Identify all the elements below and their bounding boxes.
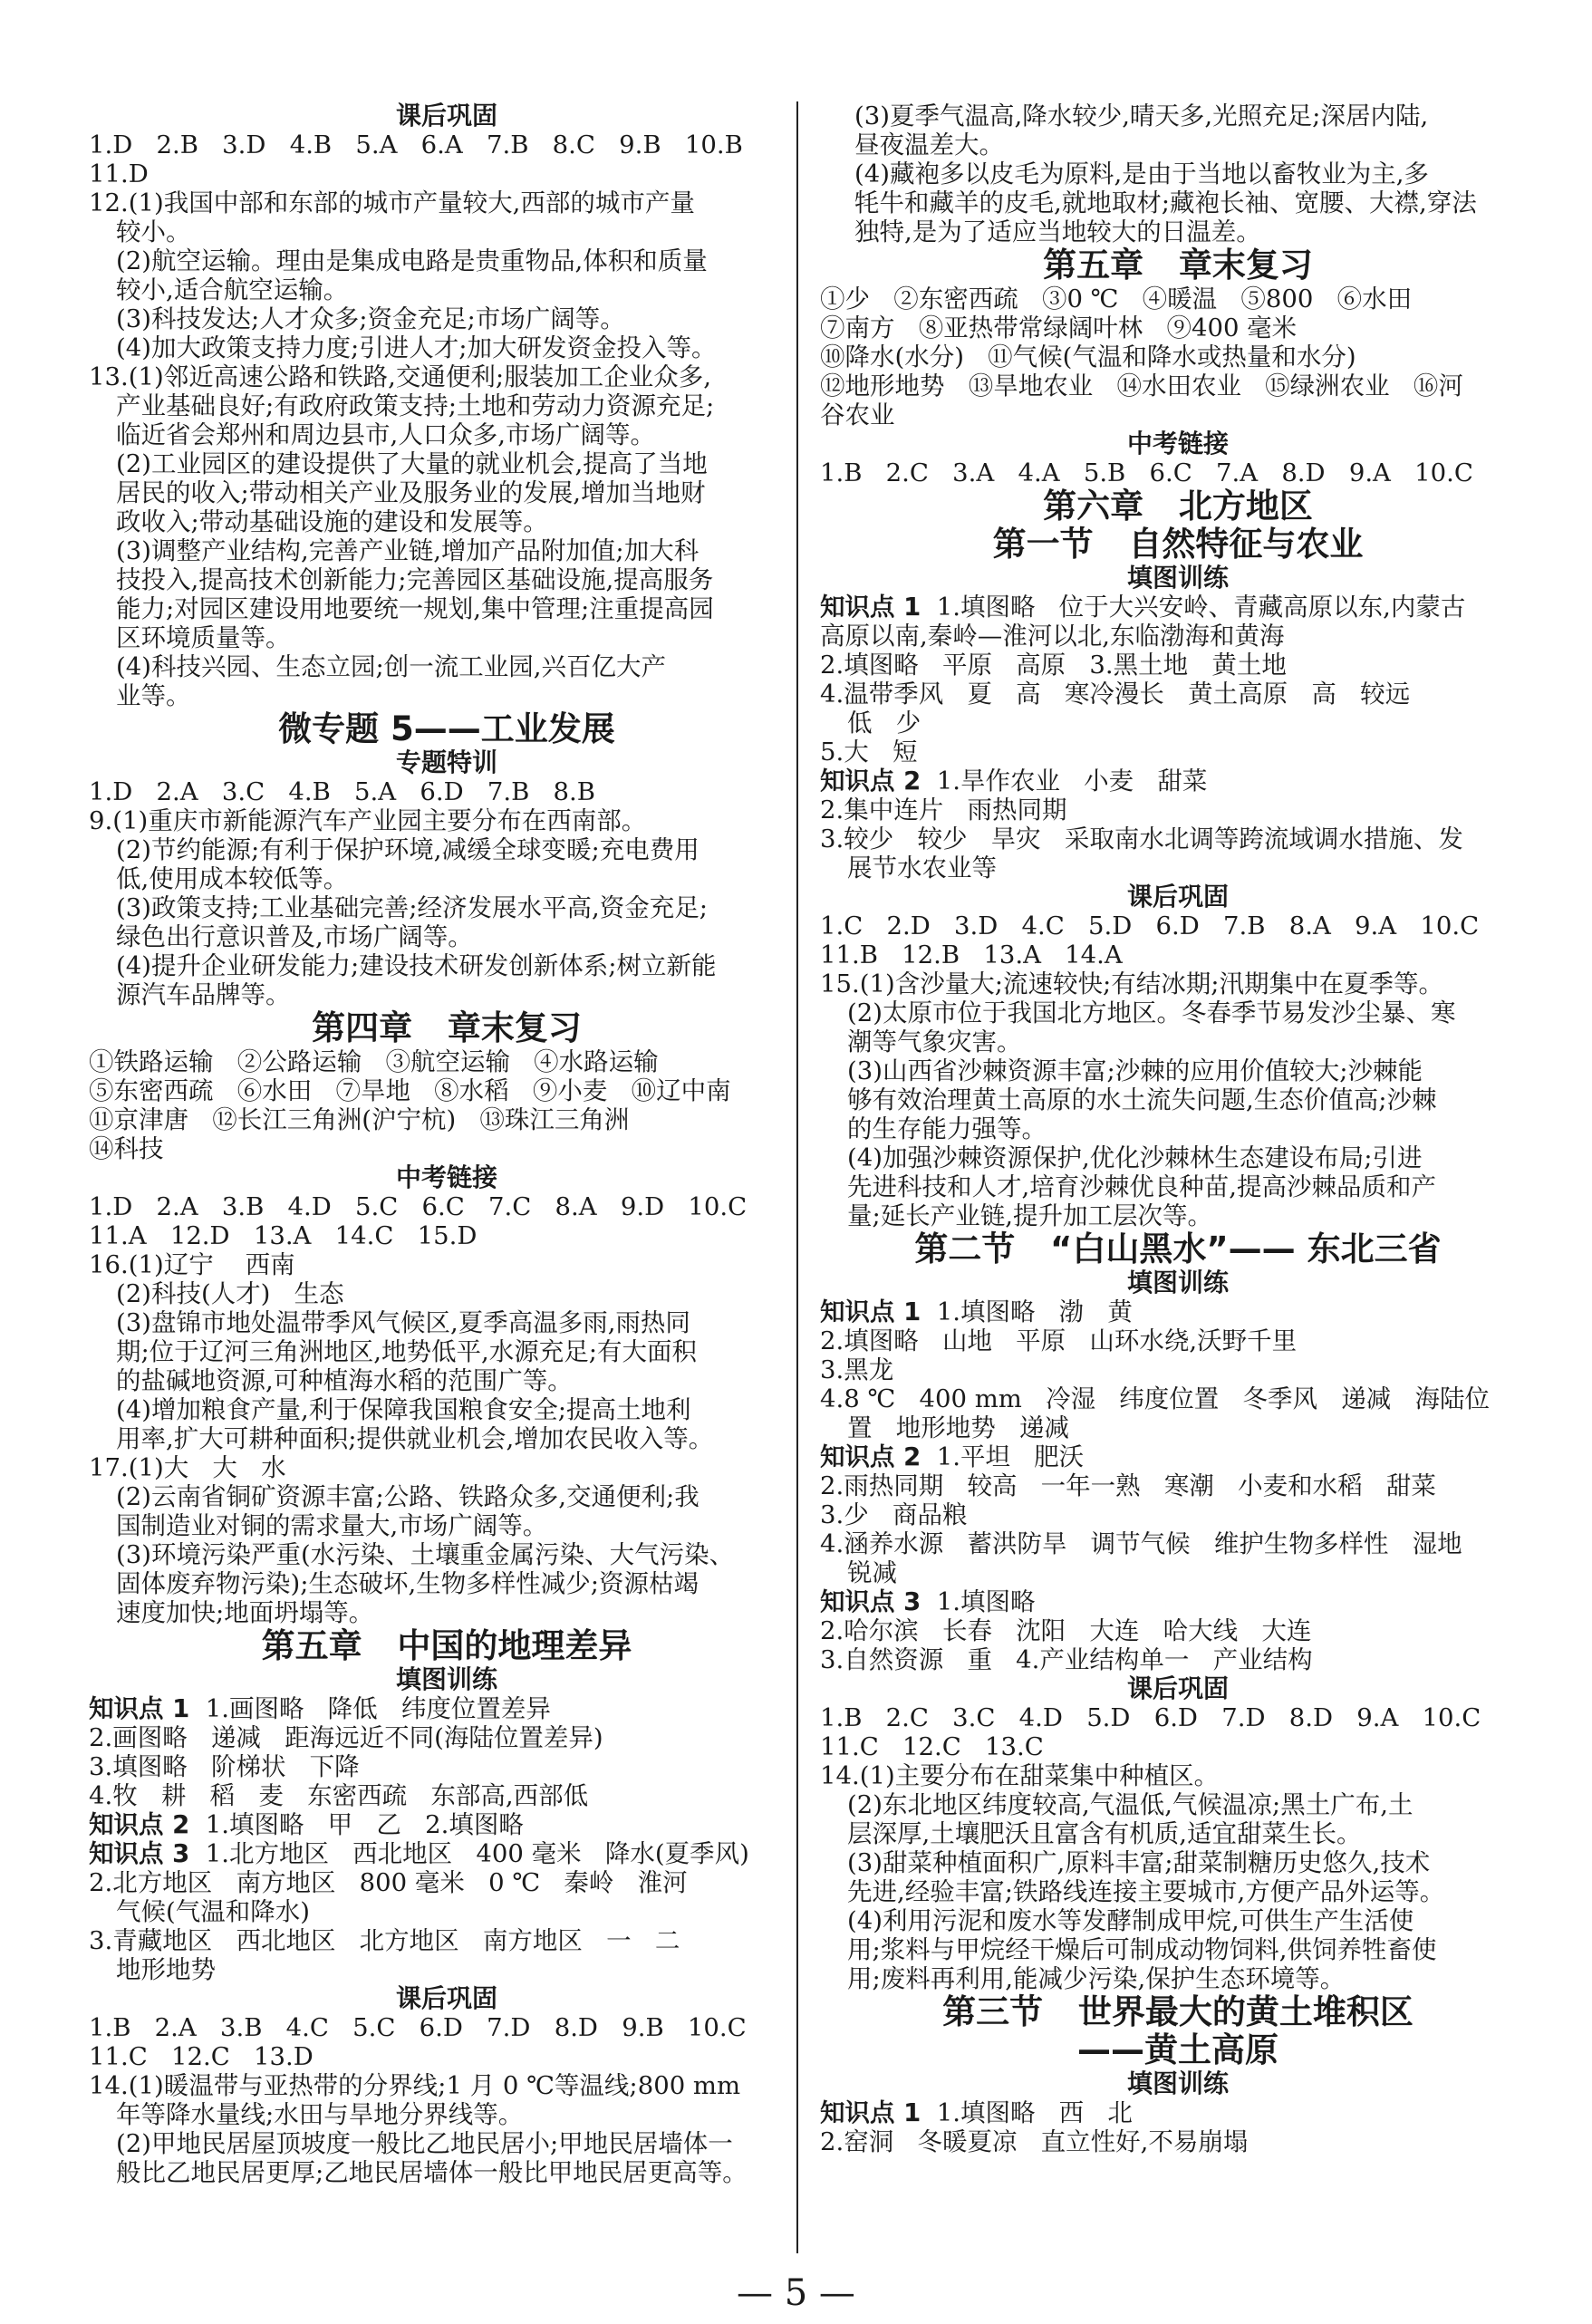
answer-line: 用;废料再利用,能减少污染,保护生态环境等。	[847, 1964, 1346, 1993]
answer-line: 牦牛和藏羊的皮毛,就地取材;藏袍长袖、宽腰、大襟,穿法	[854, 188, 1477, 217]
answer-line: 15.(1)含沙量大;流速较快;有结冰期;汛期集中在夏季等。	[820, 969, 1443, 998]
answer-line: ⑩降水(水分) ⑪气候(气温和降水或热量和水分)	[820, 342, 1356, 371]
answer-line: 11.A 12.D 13.A 14.C 15.D	[89, 1221, 478, 1250]
answer-line: 1.B 2.C 3.A 4.A 5.B 6.C 7.A 8.D 9.A 10.C	[820, 458, 1473, 487]
section-heading: ——黄土高原	[1077, 2030, 1278, 2069]
answer-line: 12.(1)我国中部和东部的城市产量较大,西部的城市产量	[89, 188, 695, 217]
answer-line: 居民的收入;带动相关产业及服务业的发展,增加当地财	[116, 478, 706, 507]
answer-text: 1.填图略 渤 黄	[921, 1297, 1133, 1326]
knowledge-point-line	[89, 1810, 805, 1839]
answer-line: 3.黑龙	[820, 1355, 894, 1384]
answer-line: 低 少	[847, 709, 921, 738]
answer-line: 2.哈尔滨 长春 沈阳 大连 哈大线 大连	[820, 1616, 1312, 1645]
answer-line: 1.D 2.A 3.B 4.D 5.C 6.C 7.C 8.A 9.D 10.C	[89, 1192, 748, 1221]
answer-text: 1.北方地区 西北地区 400 毫米 降水(夏季风)	[189, 1839, 749, 1868]
answer-line: 产业基础良好;有政府政策支持;土地和劳动力资源充足;	[116, 391, 715, 420]
answer-line: 2.填图略 平原 高原 3.黑土地 黄土地	[820, 651, 1287, 680]
knowledge-point-line	[820, 2098, 1536, 2127]
answer-text: 1.填图略 西 北	[921, 2098, 1133, 2127]
answer-line: (2)工业园区的建设提供了大量的就业机会,提高了当地	[116, 449, 708, 478]
answer-line: (4)科技兴园、生态立园;创一流工业园,兴百亿大产	[116, 652, 666, 681]
answer-line: 1.B 2.C 3.C 4.D 5.D 6.D 7.D 8.D 9.A 10.C	[820, 1703, 1481, 1732]
answer-line: 11.C 12.C 13.C	[820, 1732, 1044, 1761]
answer-line: (2)科技(人才) 生态	[116, 1279, 344, 1308]
knowledge-point-line	[820, 1587, 1536, 1616]
answer-line: 4.涵养水源 蓄洪防旱 调节气候 维护生物多样性 湿地	[820, 1529, 1462, 1558]
section-subheading: 中考链接	[1126, 429, 1229, 458]
knowledge-point-label: 知识点 2	[820, 1442, 921, 1471]
answer-line: 层深厚,土壤肥沃且富含有机质,适宜甜菜生长。	[847, 1819, 1362, 1848]
answer-line: ⑤东密西疏 ⑥水田 ⑦旱地 ⑧水稻 ⑨小麦 ⑩辽中南	[89, 1076, 731, 1105]
answer-line: 期;位于辽河三角洲地区,地势低平,水源充足;有大面积	[116, 1337, 698, 1366]
answer-line: 2.窑洞 冬暖夏凉 直立性好,不易崩塌	[820, 2127, 1249, 2156]
answer-line: 3.少 商品粮	[820, 1500, 968, 1529]
answer-line: 11.D	[89, 159, 149, 188]
answer-line: (2)东北地区纬度较高,气温低,气候温凉;黑土广布,土	[847, 1790, 1414, 1819]
answer-text: 1.画图略 降低 纬度位置差异	[189, 1694, 551, 1723]
knowledge-point-line	[820, 767, 1536, 796]
answer-line: 的生存能力强等。	[847, 1114, 1047, 1143]
answer-line: ⑪京津唐 ⑫长江三角洲(沪宁杭) ⑬珠江三角洲	[89, 1105, 630, 1134]
answer-line: 2.集中连片 雨热同期	[820, 796, 1067, 824]
section-subheading: 填图训练	[1126, 1268, 1229, 1297]
answer-line: ①铁路运输 ②公路运输 ③航空运输 ④水路运输	[89, 1047, 659, 1076]
knowledge-point-label: 知识点 3	[89, 1839, 190, 1868]
answer-line: 用率,扩大可耕种面积;提供就业机会,增加农民收入等。	[116, 1424, 714, 1453]
answer-line: 绿色出行意识普及,市场广阔等。	[116, 922, 473, 951]
answer-line: 的盐碱地资源,可种植海水稻的范围广等。	[116, 1366, 573, 1395]
section-subheading: 中考链接	[395, 1162, 497, 1192]
section-heading: 第三节 世界最大的黄土堆积区	[942, 1992, 1414, 2031]
answer-line: 源汽车品牌等。	[116, 980, 291, 1009]
answer-line: 2.画图略 递减 距海远近不同(海陆位置差异)	[89, 1723, 603, 1752]
answer-line: 3.较少 较少 旱灾 采取南水北调等跨流域调水措施、发	[820, 824, 1463, 853]
page-number: — 5 —	[737, 2272, 855, 2314]
answer-line: 16.(1)辽宁 西南	[89, 1250, 295, 1279]
answer-line: 先进科技和人才,培育沙棘优良种苗,提高沙棘品质和产	[847, 1172, 1436, 1201]
answer-line: (2)航空运输。理由是集成电路是贵重物品,体积和质量	[116, 246, 708, 275]
answer-line: 高原以南,秦岭—淮河以北,东临渤海和黄海	[820, 622, 1285, 651]
answer-line: 潮等气象灾害。	[847, 1027, 1022, 1056]
answer-line: 展节水农业等	[847, 853, 997, 882]
left-column	[89, 101, 805, 2187]
answer-line: 4.8 ℃ 400 mm 冷湿 纬度位置 冬季风 递减 海陆位	[820, 1384, 1490, 1413]
section-subheading: 填图训练	[1126, 2068, 1229, 2098]
answer-line: 较小,适合航空运输。	[116, 275, 349, 304]
answer-line: 较小。	[116, 217, 191, 246]
knowledge-point-label: 知识点 2	[89, 1810, 190, 1839]
section-subheading: 课后巩固	[395, 101, 497, 130]
answer-line: 够有效治理黄土高原的水土流失问题,生态价值高;沙棘	[847, 1085, 1437, 1114]
answer-line: 年等降水量线;水田与旱地分界线等。	[116, 2100, 524, 2129]
section-heading: 微专题 5——工业发展	[278, 709, 615, 748]
section-subheading: 课后巩固	[1126, 882, 1229, 911]
answer-line: ⑦南方 ⑧亚热带常绿阔叶林 ⑨400 毫米	[820, 313, 1298, 342]
section-heading: 第五章 章末复习	[1043, 246, 1313, 284]
answer-line: 置 地形地势 递减	[847, 1413, 1069, 1442]
section-subheading: 课后巩固	[395, 1983, 497, 2013]
section-heading: 第二节 “白山黑水”—— 东北三省	[914, 1230, 1442, 1268]
answer-line: (3)科技发达;人才众多;资金充足;市场广阔等。	[116, 304, 625, 333]
section-heading: 第五章 中国的地理差异	[261, 1626, 632, 1665]
section-subheading: 专题特训	[395, 747, 497, 777]
right-column	[820, 101, 1536, 2156]
answer-line: (2)甲地民居屋顶坡度一般比乙地民居小;甲地民居墙体一	[116, 2129, 733, 2158]
answer-line: 气候(气温和降水)	[116, 1897, 310, 1926]
answer-line: (4)加大政策支持力度;引进人才;加大研发资金投入等。	[116, 333, 717, 362]
answer-line: (3)山西省沙棘资源丰富;沙棘的应用价值较大;沙棘能	[847, 1056, 1423, 1085]
answer-text: 1.填图略 位于大兴安岭、青藏高原以东,内蒙古	[921, 593, 1466, 622]
knowledge-point-line	[820, 1442, 1536, 1471]
answer-line: (2)云南省铜矿资源丰富;公路、铁路众多,交通便利;我	[116, 1482, 700, 1511]
answer-line: ①少 ②东密西疏 ③0 ℃ ④暖温 ⑤800 ⑥水田	[820, 284, 1413, 313]
knowledge-point-line	[89, 1839, 805, 1868]
answer-line: (4)提升企业研发能力;建设技术研发创新体系;树立新能	[116, 951, 717, 980]
answer-line: ⑫地形地势 ⑬旱地农业 ⑭水田农业 ⑮绿洲农业 ⑯河	[820, 371, 1463, 400]
answer-line: 区环境质量等。	[116, 623, 291, 652]
answer-line: (2)节约能源;有利于保护环境,减缓全球变暖;充电费用	[116, 835, 700, 864]
answer-line: 般比乙地民居更厚;乙地民居墙体一般比甲地民居更高等。	[116, 2158, 748, 2187]
answer-line: 4.牧 耕 稻 麦 东密西疏 东部高,西部低	[89, 1781, 589, 1810]
answer-text: 1.平坦 肥沃	[921, 1442, 1085, 1471]
answer-line: 3.青藏地区 西北地区 北方地区 南方地区 一 二	[89, 1926, 680, 1955]
answer-line: 国制造业对铜的需求量大,市场广阔等。	[116, 1511, 548, 1540]
answer-line: (3)夏季气温高,降水较少,晴天多,光照充足;深居内陆,	[854, 101, 1429, 130]
answer-line: 低,使用成本较低等。	[116, 864, 349, 893]
answer-line: 昼夜温差大。	[854, 130, 1004, 159]
knowledge-point-line	[820, 1297, 1536, 1326]
answer-line: 3.填图略 阶梯状 下降	[89, 1752, 360, 1781]
answer-line: (2)太原市位于我国北方地区。冬春季节易发沙尘暴、寒	[847, 998, 1456, 1027]
answer-line: 3.自然资源 重 4.产业结构单一 产业结构	[820, 1645, 1313, 1674]
knowledge-point-label: 知识点 1	[820, 2098, 921, 2127]
answer-line: 业等。	[116, 681, 191, 710]
answer-line: 1.D 2.A 3.C 4.B 5.A 6.D 7.B 8.B	[89, 777, 595, 806]
knowledge-point-label: 知识点 3	[820, 1587, 921, 1616]
answer-line: (3)环境污染严重(水污染、土壤重金属污染、大气污染、	[116, 1540, 735, 1569]
answer-line: 锐减	[847, 1558, 897, 1587]
knowledge-point-label: 知识点 1	[89, 1694, 190, 1723]
answer-line: 量;延长产业链,提升加工层次等。	[847, 1201, 1213, 1230]
answer-line: 2.填图略 山地 平原 山环水绕,沃野千里	[820, 1326, 1298, 1355]
knowledge-point-label: 知识点 1	[820, 593, 921, 622]
answer-line: 2.北方地区 南方地区 800 毫米 0 ℃ 秦岭 淮河	[89, 1868, 688, 1897]
knowledge-point-label: 知识点 1	[820, 1297, 921, 1326]
answer-text: 1.旱作农业 小麦 甜菜	[921, 767, 1208, 796]
answer-line: 地形地势	[116, 1955, 216, 1984]
answer-line: (3)政策支持;工业基础完善;经济发展水平高,资金充足;	[116, 893, 708, 922]
answer-line: 能力;对园区建设用地要统一规划,集中管理;注重提高园	[116, 594, 714, 623]
answer-line: 先进,经验丰富;铁路线连接主要城市,方便产品外运等。	[847, 1877, 1445, 1906]
answer-line: 9.(1)重庆市新能源汽车产业园主要分布在西南部。	[89, 806, 647, 835]
answer-line: (4)加强沙棘资源保护,优化沙棘林生态建设布局;引进	[847, 1143, 1423, 1172]
answer-line: (3)甜菜种植面积广,原料丰富;甜菜制糖历史悠久,技术	[847, 1848, 1431, 1877]
answer-text: 1.填图略 甲 乙 2.填图略	[189, 1810, 524, 1839]
section-subheading: 填图训练	[395, 1664, 497, 1694]
section-subheading: 填图训练	[1126, 563, 1229, 593]
section-heading: 第四章 章末复习	[312, 1008, 582, 1047]
section-heading: 第一节 自然特征与农业	[992, 525, 1364, 564]
answer-line: 谷农业	[820, 400, 895, 429]
answer-line: 技投入,提高技术创新能力;完善园区基础设施,提高服务	[116, 565, 714, 594]
answer-text: 1.填图略	[921, 1587, 1036, 1616]
answer-line: 11.B 12.B 13.A 14.A	[820, 940, 1123, 969]
answer-line: 1.B 2.A 3.B 4.C 5.C 6.D 7.D 8.D 9.B 10.C	[89, 2013, 747, 2042]
answer-line: 14.(1)主要分布在甜菜集中种植区。	[820, 1761, 1220, 1790]
answer-line: (3)盘锦市地处温带季风气候区,夏季高温多雨,雨热同	[116, 1308, 690, 1337]
knowledge-point-line	[820, 593, 1536, 622]
answer-line: 11.C 12.C 13.D	[89, 2042, 314, 2071]
section-heading: 第六章 北方地区	[1043, 487, 1313, 526]
answer-line: 独特,是为了适应当地较大的日温差。	[854, 217, 1261, 246]
answer-line: 17.(1)大 大 水	[89, 1453, 286, 1482]
answer-line: 速度加快;地面坍塌等。	[116, 1598, 374, 1627]
knowledge-point-line	[89, 1694, 805, 1723]
answer-line: 14.(1)暖温带与亚热带的分界线;1 月 0 ℃等温线;800 mm	[89, 2071, 741, 2100]
knowledge-point-label: 知识点 2	[820, 767, 921, 796]
answer-line: 1.C 2.D 3.D 4.C 5.D 6.D 7.B 8.A 9.A 10.C	[820, 911, 1480, 940]
answer-line: 临近省会郑州和周边县市,人口众多,市场广阔等。	[116, 420, 655, 449]
answer-line: 政收入;带动基础设施的建设和发展等。	[116, 507, 548, 536]
answer-line: 13.(1)邻近高速公路和铁路,交通便利;服装加工企业众多,	[89, 362, 711, 391]
answer-line: 1.D 2.B 3.D 4.B 5.A 6.A 7.B 8.C 9.B 10.B	[89, 130, 743, 159]
answer-line: (4)藏袍多以皮毛为原料,是由于当地以畜牧业为主,多	[854, 159, 1429, 188]
answer-line: ⑭科技	[89, 1134, 164, 1163]
answer-line: 2.雨热同期 较高 一年一熟 寒潮 小麦和水稻 甜菜	[820, 1471, 1436, 1500]
answer-line: 用;浆料与甲烷经干燥后可制成动物饲料,供饲养牲畜使	[847, 1935, 1437, 1964]
answer-line: 固体废弃物污染);生态破坏,生物多样性减少;资源枯竭	[116, 1569, 699, 1598]
answer-line: (3)调整产业结构,完善产业链,增加产品附加值;加大科	[116, 536, 700, 565]
answer-line: (4)利用污泥和废水等发酵制成甲烷,可供生产生活使	[847, 1906, 1414, 1935]
section-subheading: 课后巩固	[1126, 1673, 1229, 1703]
answer-line: 4.温带季风 夏 高 寒冷漫长 黄土高原 高 较远	[820, 680, 1411, 709]
answer-line: 5.大 短	[820, 738, 918, 767]
answer-line: (4)增加粮食产量,利于保障我国粮食安全;提高土地利	[116, 1395, 691, 1424]
